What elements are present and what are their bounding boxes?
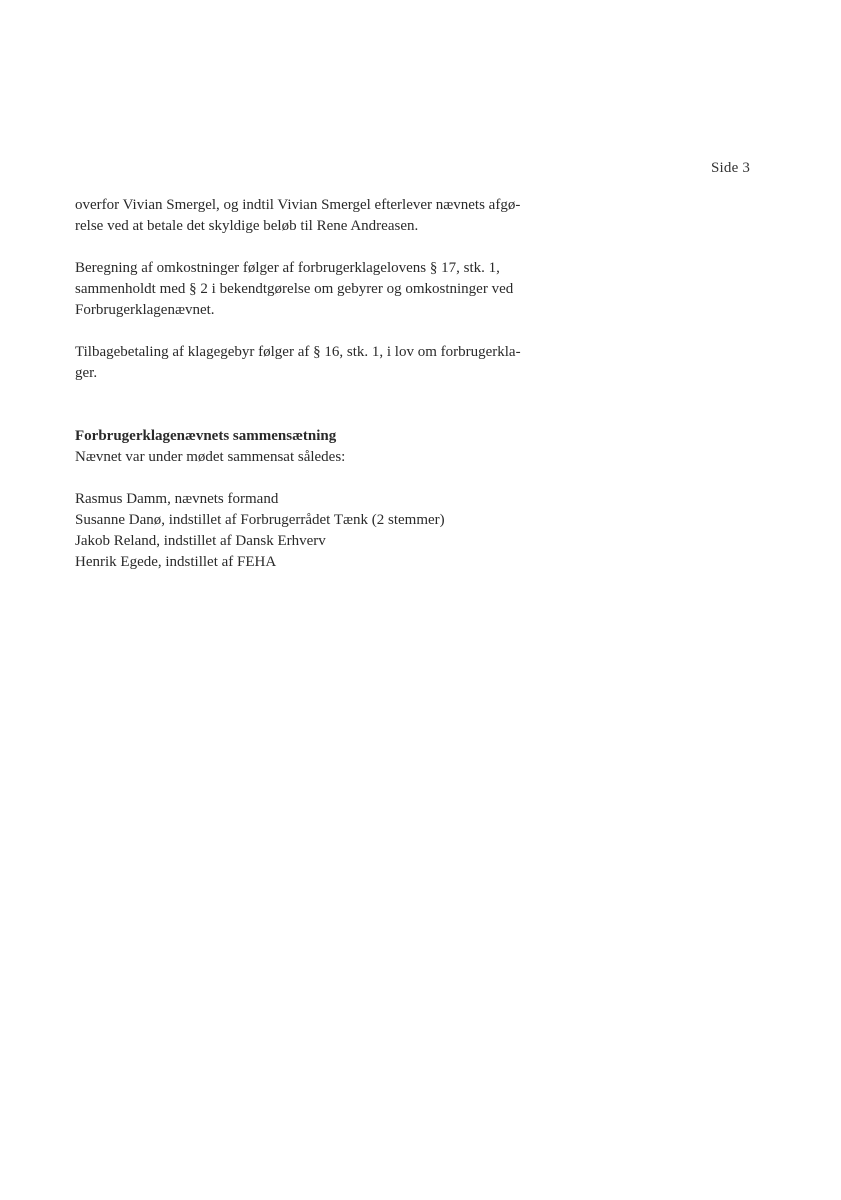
member-consumer-council: Susanne Danø, indstillet af Forbrugerrådet Tænk (2 stemmer) (75, 512, 445, 528)
text-line: relse ved at betale det skyldige beløb til Rene Andreasen. (75, 218, 419, 234)
text-line: Beregning af omkostninger følger af forbrugerklagelovens § 17, stk. 1, (75, 260, 500, 276)
board-composition-section (75, 426, 580, 573)
text-line: overfor Vivian Smergel, og indtil Vivian Smergel efterlever nævnets afgø- (75, 197, 521, 213)
paragraph-payment-obligation (75, 195, 580, 237)
section-intro: Nævnet var under mødet sammensat således: (75, 449, 346, 465)
page-number: Side 3 (711, 160, 751, 176)
member-chair: Rasmus Damm, nævnets formand (75, 491, 279, 507)
text-line: Forbrugerklagenævnet. (75, 302, 215, 318)
paragraph-fee-refund (75, 342, 580, 384)
paragraph-cost-calculation (75, 258, 580, 321)
member-list (75, 489, 580, 573)
member-feha: Henrik Egede, indstillet af FEHA (75, 554, 277, 570)
member-dansk-erhverv: Jakob Reland, indstillet af Dansk Erhverv (75, 533, 326, 549)
document-body (75, 195, 580, 573)
text-line: Tilbagebetaling af klagegebyr følger af § 16, stk. 1, i lov om forbrugerkla- (75, 344, 521, 360)
section-heading: Forbrugerklagenævnets sammensætning (75, 428, 337, 444)
text-line: sammenholdt med § 2 i bekendtgørelse om gebyrer og omkostninger ved (75, 281, 514, 297)
text-line: ger. (75, 365, 98, 381)
